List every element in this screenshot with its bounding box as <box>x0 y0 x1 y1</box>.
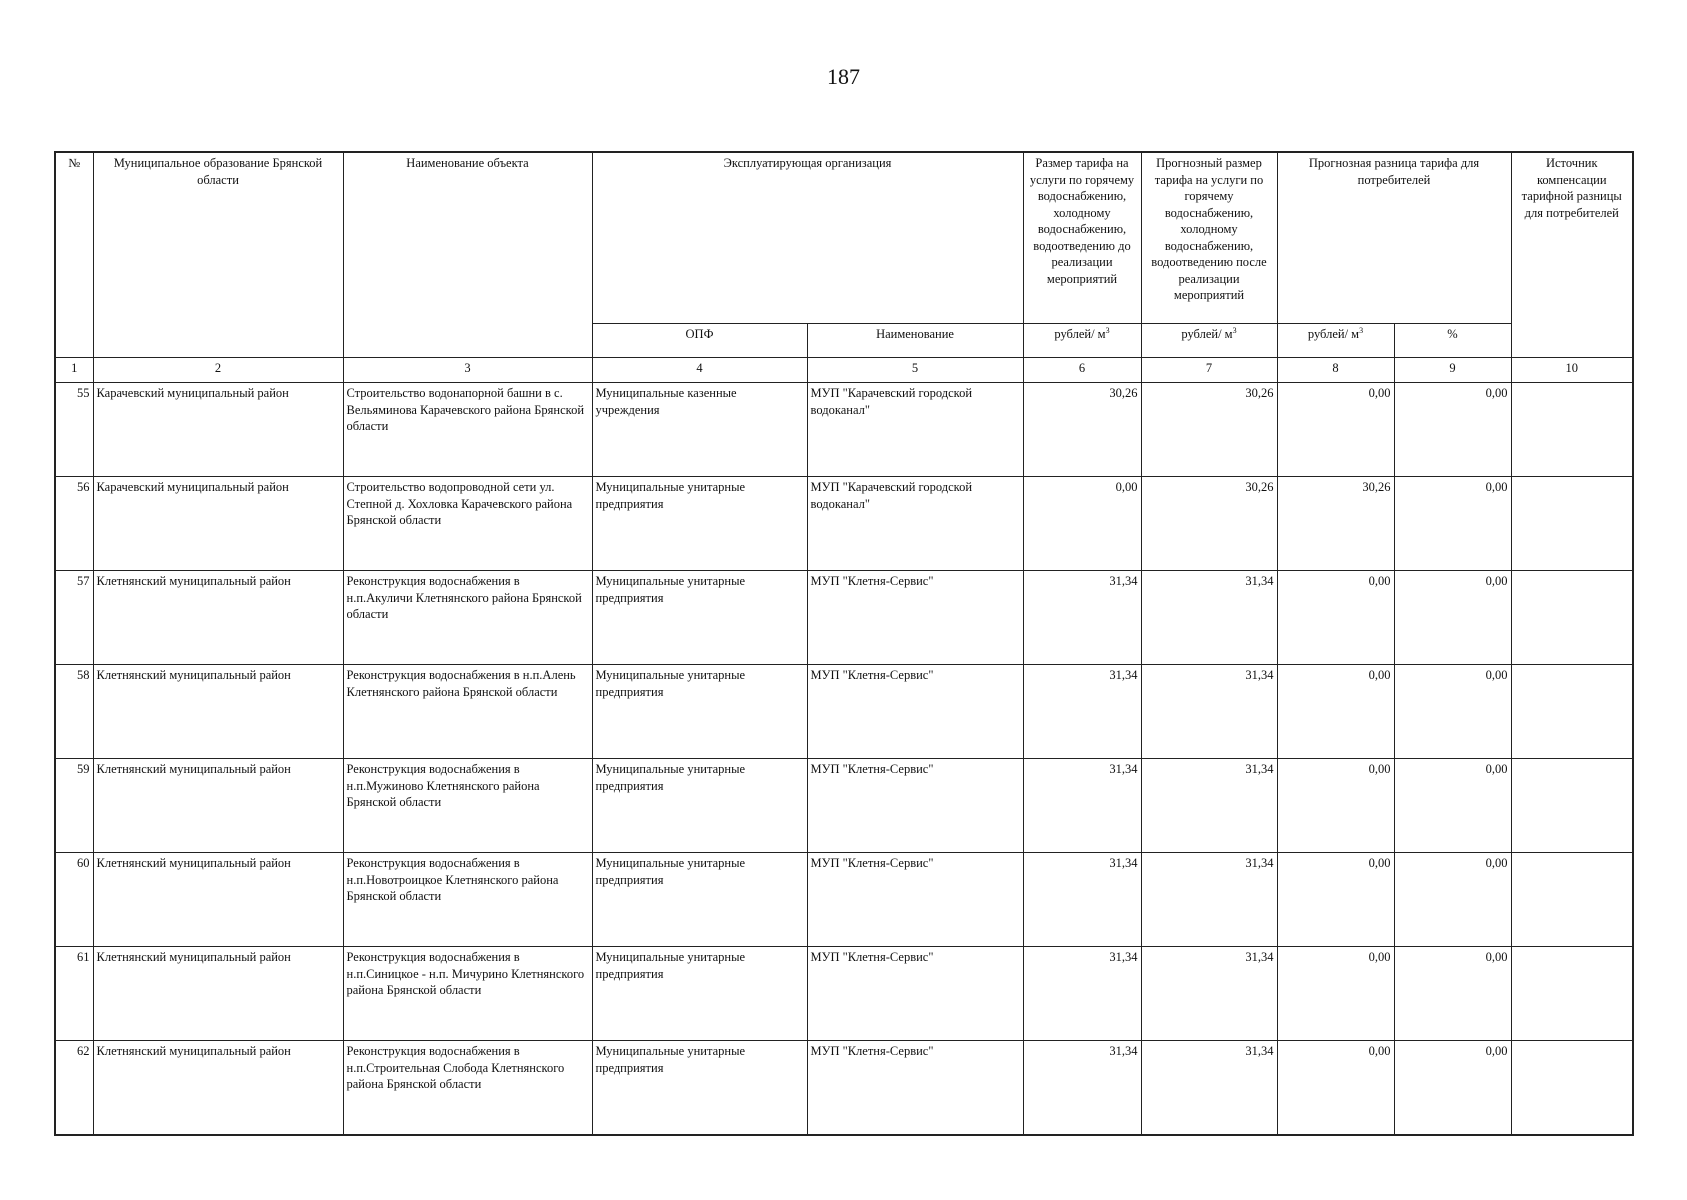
column-number: 6 <box>1023 358 1141 383</box>
source-cell <box>1511 477 1633 571</box>
diff-pct-cell: 0,00 <box>1394 853 1511 947</box>
object-cell: Реконструкция водоснабжения в н.п.Мужиново Клетнянского района Брянской области <box>343 759 592 853</box>
row-number: 56 <box>55 477 93 571</box>
object-cell: Реконструкция водоснабжения в н.п.Новотроицкое Клетнянского района Брянской области <box>343 853 592 947</box>
header-no: № <box>55 152 93 358</box>
header-tariff-after: Прогнозный размер тарифа на услуги по горячему водоснабжению, холодному водоснабжению, водоотведению после реализации мероприятий <box>1141 152 1277 324</box>
municipality-cell: Клетнянский муниципальный район <box>93 853 343 947</box>
unit-cell <box>1141 324 1277 358</box>
diff-rub-cell: 0,00 <box>1277 571 1394 665</box>
diff-pct-cell: 0,00 <box>1394 477 1511 571</box>
diff-rub-cell: 0,00 <box>1277 853 1394 947</box>
object-cell: Реконструкция водоснабжения в н.п.Алень Клетнянского района Брянской области <box>343 665 592 759</box>
municipality-cell: Карачевский муниципальный район <box>93 383 343 477</box>
header-tariff-before: Размер тарифа на услуги по горячему водоснабжению, холодному водоснабжению, водоотведению до реализации мероприятий <box>1023 152 1141 324</box>
operator-cell: МУП "Карачевский городской водоканал" <box>807 383 1023 477</box>
row-number: 55 <box>55 383 93 477</box>
diff-pct-cell: 0,00 <box>1394 383 1511 477</box>
tariff-before-cell: 31,34 <box>1023 571 1141 665</box>
municipality-cell: Карачевский муниципальный район <box>93 477 343 571</box>
row-number: 61 <box>55 947 93 1041</box>
opf-cell: Муниципальные унитарные предприятия <box>592 477 807 571</box>
operator-cell: МУП "Клетня-Сервис" <box>807 1041 1023 1136</box>
column-number: 2 <box>93 358 343 383</box>
column-number: 8 <box>1277 358 1394 383</box>
opf-cell: Муниципальные унитарные предприятия <box>592 759 807 853</box>
diff-pct-cell: 0,00 <box>1394 571 1511 665</box>
source-cell <box>1511 665 1633 759</box>
header-operator-name: Наименование <box>807 324 1023 358</box>
opf-cell: Муниципальные унитарные предприятия <box>592 947 807 1041</box>
unit-label: рублей/ м <box>1307 327 1360 342</box>
column-number: 5 <box>807 358 1023 383</box>
operator-cell: МУП "Клетня-Сервис" <box>807 665 1023 759</box>
tariff-after-cell: 31,34 <box>1141 759 1277 853</box>
header-municipality: Муниципальное образование Брянской области <box>93 152 343 358</box>
object-cell: Строительство водопроводной сети ул. Степной д. Хохловка Карачевского района Брянской области <box>343 477 592 571</box>
municipality-cell: Клетнянский муниципальный район <box>93 665 343 759</box>
table-row <box>55 383 1633 477</box>
diff-rub-cell: 0,00 <box>1277 947 1394 1041</box>
row-number: 62 <box>55 1041 93 1136</box>
tariff-after-cell: 31,34 <box>1141 1041 1277 1136</box>
unit-cell <box>1023 324 1141 358</box>
tariff-table <box>54 151 1634 1136</box>
unit-label: рублей/ м <box>1054 327 1106 342</box>
operator-cell: МУП "Клетня-Сервис" <box>807 947 1023 1041</box>
tariff-after-cell: 31,34 <box>1141 853 1277 947</box>
header-operator: Эксплуатирующая организация <box>592 152 1023 324</box>
source-cell <box>1511 759 1633 853</box>
column-number: 1 <box>55 358 93 383</box>
operator-cell: МУП "Карачевский городской водоканал" <box>807 477 1023 571</box>
diff-rub-cell: 0,00 <box>1277 665 1394 759</box>
tariff-before-cell: 30,26 <box>1023 383 1141 477</box>
object-cell: Реконструкция водоснабжения в н.п.Акуличи Клетнянского района Брянской области <box>343 571 592 665</box>
operator-cell: МУП "Клетня-Сервис" <box>807 853 1023 947</box>
tariff-after-cell: 30,26 <box>1141 383 1277 477</box>
municipality-cell: Клетнянский муниципальный район <box>93 1041 343 1136</box>
diff-pct-cell: 0,00 <box>1394 947 1511 1041</box>
column-number: 7 <box>1141 358 1277 383</box>
unit-percent: % <box>1394 324 1511 358</box>
tariff-after-cell: 31,34 <box>1141 665 1277 759</box>
row-number: 60 <box>55 853 93 947</box>
object-cell: Строительство водонапорной башни в с. Вельяминова Карачевского района Брянской области <box>343 383 592 477</box>
row-number: 57 <box>55 571 93 665</box>
tariff-before-cell: 31,34 <box>1023 853 1141 947</box>
page-number: 187 <box>827 64 860 89</box>
diff-pct-cell: 0,00 <box>1394 665 1511 759</box>
municipality-cell: Клетнянский муниципальный район <box>93 759 343 853</box>
unit-cell <box>1277 324 1394 358</box>
diff-rub-cell: 0,00 <box>1277 1041 1394 1136</box>
table-row <box>55 759 1633 853</box>
tariff-before-cell: 31,34 <box>1023 759 1141 853</box>
opf-cell: Муниципальные унитарные предприятия <box>592 1041 807 1136</box>
table-row <box>55 665 1633 759</box>
opf-cell: Муниципальные казенные учреждения <box>592 383 807 477</box>
source-cell <box>1511 853 1633 947</box>
object-cell: Реконструкция водоснабжения в н.п.Строительная Слобода Клетнянского района Брянской области <box>343 1041 592 1136</box>
opf-cell: Муниципальные унитарные предприятия <box>592 665 807 759</box>
header-source: Источник компенсации тарифной разницы для потребителей <box>1511 152 1633 358</box>
operator-cell: МУП "Клетня-Сервис" <box>807 759 1023 853</box>
tariff-before-cell: 31,34 <box>1023 665 1141 759</box>
tariff-after-cell: 30,26 <box>1141 477 1277 571</box>
tariff-before-cell: 31,34 <box>1023 1041 1141 1136</box>
unit-label: рублей/ м <box>1181 327 1233 342</box>
operator-cell: МУП "Клетня-Сервис" <box>807 571 1023 665</box>
diff-rub-cell: 30,26 <box>1277 477 1394 571</box>
diff-rub-cell: 0,00 <box>1277 383 1394 477</box>
column-number: 10 <box>1511 358 1633 383</box>
column-number: 9 <box>1394 358 1511 383</box>
column-number: 4 <box>592 358 807 383</box>
table-row <box>55 947 1633 1041</box>
object-cell: Реконструкция водоснабжения в н.п.Синицкое - н.п. Мичурино Клетнянского района Брянской области <box>343 947 592 1041</box>
unit-superscript: 3 <box>1359 326 1364 335</box>
diff-pct-cell: 0,00 <box>1394 1041 1511 1136</box>
tariff-after-cell: 31,34 <box>1141 947 1277 1041</box>
table-row <box>55 1041 1633 1136</box>
source-cell <box>1511 571 1633 665</box>
tariff-before-cell: 0,00 <box>1023 477 1141 571</box>
tariff-after-cell: 31,34 <box>1141 571 1277 665</box>
column-number: 3 <box>343 358 592 383</box>
source-cell <box>1511 947 1633 1041</box>
diff-rub-cell: 0,00 <box>1277 759 1394 853</box>
table-row <box>55 853 1633 947</box>
unit-superscript: 3 <box>1232 326 1237 335</box>
tariff-before-cell: 31,34 <box>1023 947 1141 1041</box>
header-opf: ОПФ <box>592 324 807 358</box>
opf-cell: Муниципальные унитарные предприятия <box>592 571 807 665</box>
diff-pct-cell: 0,00 <box>1394 759 1511 853</box>
row-number: 59 <box>55 759 93 853</box>
header-object-name: Наименование объекта <box>343 152 592 358</box>
row-number: 58 <box>55 665 93 759</box>
unit-superscript: 3 <box>1105 326 1110 335</box>
source-cell <box>1511 383 1633 477</box>
municipality-cell: Клетнянский муниципальный район <box>93 571 343 665</box>
header-tariff-diff: Прогнозная разница тарифа для потребителей <box>1277 152 1511 324</box>
table-row <box>55 477 1633 571</box>
municipality-cell: Клетнянский муниципальный район <box>93 947 343 1041</box>
source-cell <box>1511 1041 1633 1136</box>
opf-cell: Муниципальные унитарные предприятия <box>592 853 807 947</box>
table-row <box>55 571 1633 665</box>
